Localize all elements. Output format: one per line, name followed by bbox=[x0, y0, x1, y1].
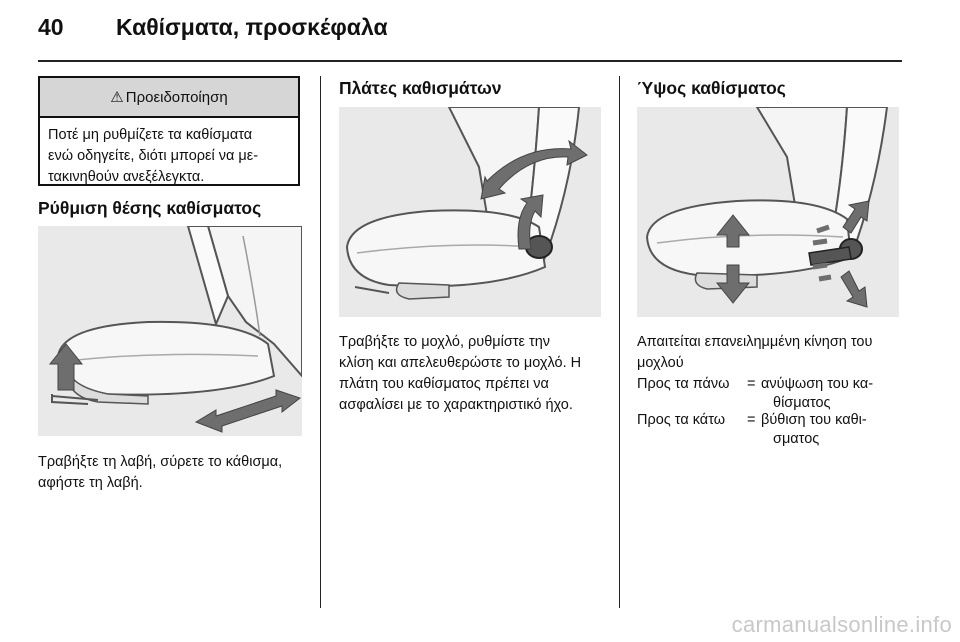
definition-value bbox=[761, 375, 901, 413]
height-line: Απαιτείται επανειλημμένη κίνηση του bbox=[637, 334, 873, 350]
position-heading: Ρύθμιση θέσης καθίσματος bbox=[38, 198, 262, 218]
backrest-line: πλάτη του καθίσματος πρέπει να bbox=[339, 376, 549, 392]
column-divider-2 bbox=[619, 76, 620, 608]
page-number: 40 bbox=[38, 14, 64, 40]
warning-line: τακινηθούν ανεξέλεγκτα. bbox=[48, 169, 205, 185]
backrest-instructions bbox=[339, 332, 581, 416]
header-rule bbox=[38, 60, 902, 62]
page-title: Καθίσματα, προσκέφαλα bbox=[116, 14, 388, 40]
warning-text bbox=[40, 118, 298, 188]
seat-height-illustration bbox=[637, 107, 899, 317]
position-instructions bbox=[38, 452, 282, 494]
backrest-illustration bbox=[339, 107, 601, 317]
backrest-heading: Πλάτες καθισμάτων bbox=[339, 78, 502, 98]
definition-term: Προς τα κάτω bbox=[637, 412, 726, 428]
position-line: αφήστε τη λαβή. bbox=[38, 475, 143, 491]
definition-row-up bbox=[637, 375, 901, 415]
definition-equals: = bbox=[747, 412, 756, 428]
height-heading: Ύψος καθίσματος bbox=[637, 78, 786, 98]
seat-height-figure bbox=[637, 107, 899, 317]
definition-value-line: θίσματος bbox=[773, 395, 831, 411]
definition-term: Προς τα πάνω bbox=[637, 376, 730, 392]
backrest-line: Τραβήξτε το μοχλό, ρυθμίστε την bbox=[339, 334, 551, 350]
backrest-figure bbox=[339, 107, 601, 317]
seat-position-figure bbox=[38, 226, 302, 436]
warning-line: Ποτέ μη ρυθμίζετε τα καθίσματα bbox=[48, 127, 253, 143]
backrest-line: κλίση και απελευθερώστε το μοχλό. Η bbox=[339, 355, 582, 371]
definition-value-line: σματος bbox=[773, 431, 820, 447]
height-instructions bbox=[637, 332, 872, 374]
seat-position-illustration bbox=[38, 226, 302, 436]
backrest-line: ασφαλίσει με το χαρακτηριστικό ήχο. bbox=[339, 397, 573, 413]
warning-line: ενώ οδηγείτε, διότι μπορεί να με- bbox=[48, 148, 259, 164]
warning-title: Προειδοποίηση bbox=[125, 88, 228, 106]
column-divider-1 bbox=[320, 76, 321, 608]
warning-box bbox=[38, 76, 300, 186]
definition-value-line: ανύψωση του κα- bbox=[761, 376, 874, 392]
position-line: Τραβήξτε τη λαβή, σύρετε το κάθισμα, bbox=[38, 454, 283, 470]
warning-header bbox=[40, 78, 298, 118]
definition-value-line: βύθιση του καθι- bbox=[761, 412, 867, 428]
watermark: carmanualsonline.info bbox=[731, 612, 952, 637]
warning-triangle-icon: ⚠ bbox=[110, 89, 124, 106]
definition-equals: = bbox=[747, 376, 756, 392]
height-line: μοχλού bbox=[637, 355, 684, 371]
definition-value bbox=[761, 411, 901, 449]
definition-row-down bbox=[637, 411, 901, 451]
